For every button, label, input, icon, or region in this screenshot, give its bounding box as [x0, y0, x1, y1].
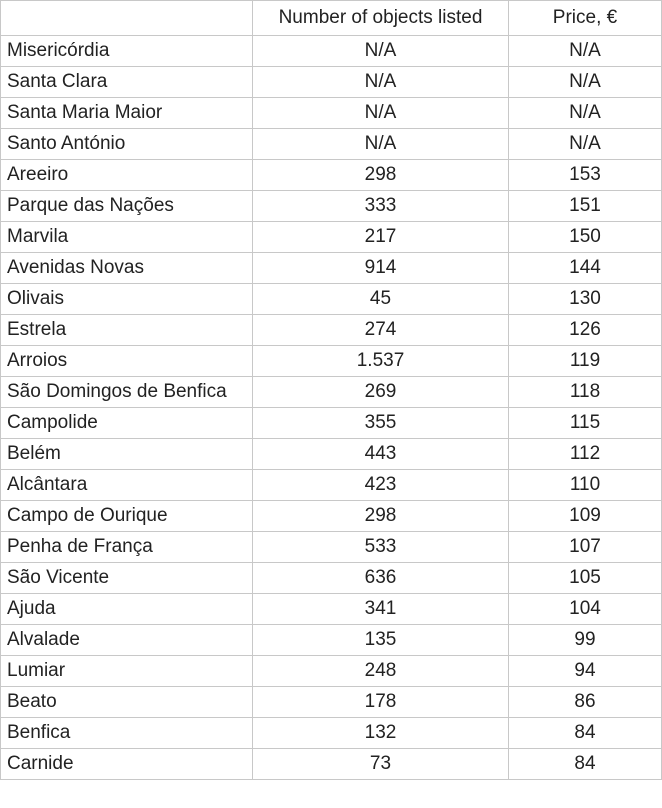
table-row: [1, 532, 662, 563]
cell-objects-listed[interactable]: 914: [253, 253, 509, 284]
cell-objects-listed[interactable]: 178: [253, 687, 509, 718]
cell-district[interactable]: Belém: [1, 439, 253, 470]
cell-objects-listed[interactable]: 132: [253, 718, 509, 749]
cell-price[interactable]: 153: [509, 160, 662, 191]
table-row: [1, 749, 662, 780]
cell-objects-listed[interactable]: N/A: [253, 36, 509, 67]
table-row: [1, 563, 662, 594]
cell-price[interactable]: 84: [509, 718, 662, 749]
cell-objects-listed[interactable]: 636: [253, 563, 509, 594]
cell-objects-listed[interactable]: N/A: [253, 67, 509, 98]
cell-objects-listed[interactable]: 1.537: [253, 346, 509, 377]
table-row: [1, 625, 662, 656]
cell-price[interactable]: 99: [509, 625, 662, 656]
table-row: [1, 315, 662, 346]
cell-objects-listed[interactable]: 274: [253, 315, 509, 346]
cell-price[interactable]: N/A: [509, 98, 662, 129]
cell-district[interactable]: Alcântara: [1, 470, 253, 501]
cell-price[interactable]: 130: [509, 284, 662, 315]
cell-district[interactable]: Campolide: [1, 408, 253, 439]
cell-objects-listed[interactable]: 45: [253, 284, 509, 315]
cell-objects-listed[interactable]: 298: [253, 160, 509, 191]
cell-objects-listed[interactable]: 217: [253, 222, 509, 253]
cell-price[interactable]: 110: [509, 470, 662, 501]
cell-price[interactable]: N/A: [509, 36, 662, 67]
table-row: [1, 346, 662, 377]
table-row: [1, 470, 662, 501]
cell-price[interactable]: 107: [509, 532, 662, 563]
cell-objects-listed[interactable]: 73: [253, 749, 509, 780]
cell-price[interactable]: 126: [509, 315, 662, 346]
cell-price[interactable]: 144: [509, 253, 662, 284]
cell-district[interactable]: Penha de França: [1, 532, 253, 563]
cell-price[interactable]: 104: [509, 594, 662, 625]
cell-district[interactable]: Santa Maria Maior: [1, 98, 253, 129]
cell-price[interactable]: 84: [509, 749, 662, 780]
table-row: [1, 377, 662, 408]
table-row: [1, 191, 662, 222]
cell-price[interactable]: 112: [509, 439, 662, 470]
cell-district[interactable]: Arroios: [1, 346, 253, 377]
cell-objects-listed[interactable]: 269: [253, 377, 509, 408]
table-row: [1, 284, 662, 315]
cell-district[interactable]: Estrela: [1, 315, 253, 346]
table-row: [1, 36, 662, 67]
table-row: [1, 687, 662, 718]
cell-district[interactable]: Alvalade: [1, 625, 253, 656]
cell-objects-listed[interactable]: 533: [253, 532, 509, 563]
cell-district[interactable]: Santa Clara: [1, 67, 253, 98]
table-row: [1, 439, 662, 470]
header-objects-listed[interactable]: Number of objects listed: [253, 1, 509, 36]
table-row: [1, 129, 662, 160]
header-price[interactable]: Price, €: [509, 1, 662, 36]
cell-price[interactable]: 115: [509, 408, 662, 439]
table-row: [1, 253, 662, 284]
cell-price[interactable]: N/A: [509, 129, 662, 160]
table-row: [1, 501, 662, 532]
cell-district[interactable]: Carnide: [1, 749, 253, 780]
cell-district[interactable]: Parque das Nações: [1, 191, 253, 222]
cell-price[interactable]: N/A: [509, 67, 662, 98]
table-row: [1, 160, 662, 191]
cell-price[interactable]: 119: [509, 346, 662, 377]
cell-objects-listed[interactable]: 341: [253, 594, 509, 625]
cell-objects-listed[interactable]: 443: [253, 439, 509, 470]
cell-district[interactable]: Olivais: [1, 284, 253, 315]
cell-objects-listed[interactable]: 298: [253, 501, 509, 532]
cell-objects-listed[interactable]: N/A: [253, 129, 509, 160]
cell-district[interactable]: Avenidas Novas: [1, 253, 253, 284]
cell-objects-listed[interactable]: 248: [253, 656, 509, 687]
cell-objects-listed[interactable]: 423: [253, 470, 509, 501]
cell-district[interactable]: Santo António: [1, 129, 253, 160]
table-row: [1, 222, 662, 253]
cell-price[interactable]: 150: [509, 222, 662, 253]
cell-district[interactable]: Misericórdia: [1, 36, 253, 67]
cell-district[interactable]: Areeiro: [1, 160, 253, 191]
cell-objects-listed[interactable]: 135: [253, 625, 509, 656]
cell-district[interactable]: São Domingos de Benfica: [1, 377, 253, 408]
table-row: [1, 594, 662, 625]
header-row: [1, 1, 662, 36]
cell-district[interactable]: Benfica: [1, 718, 253, 749]
cell-objects-listed[interactable]: 333: [253, 191, 509, 222]
table-row: [1, 408, 662, 439]
cell-price[interactable]: 105: [509, 563, 662, 594]
cell-district[interactable]: Marvila: [1, 222, 253, 253]
table-body: [1, 36, 662, 780]
cell-district[interactable]: Ajuda: [1, 594, 253, 625]
cell-price[interactable]: 94: [509, 656, 662, 687]
cell-district[interactable]: São Vicente: [1, 563, 253, 594]
cell-price[interactable]: 151: [509, 191, 662, 222]
cell-district[interactable]: Beato: [1, 687, 253, 718]
table-row: [1, 67, 662, 98]
table-row: [1, 98, 662, 129]
cell-price[interactable]: 118: [509, 377, 662, 408]
table-row: [1, 718, 662, 749]
table-row: [1, 656, 662, 687]
cell-objects-listed[interactable]: N/A: [253, 98, 509, 129]
cell-district[interactable]: Lumiar: [1, 656, 253, 687]
cell-district[interactable]: Campo de Ourique: [1, 501, 253, 532]
cell-objects-listed[interactable]: 355: [253, 408, 509, 439]
header-district[interactable]: [1, 1, 253, 36]
cell-price[interactable]: 109: [509, 501, 662, 532]
cell-price[interactable]: 86: [509, 687, 662, 718]
